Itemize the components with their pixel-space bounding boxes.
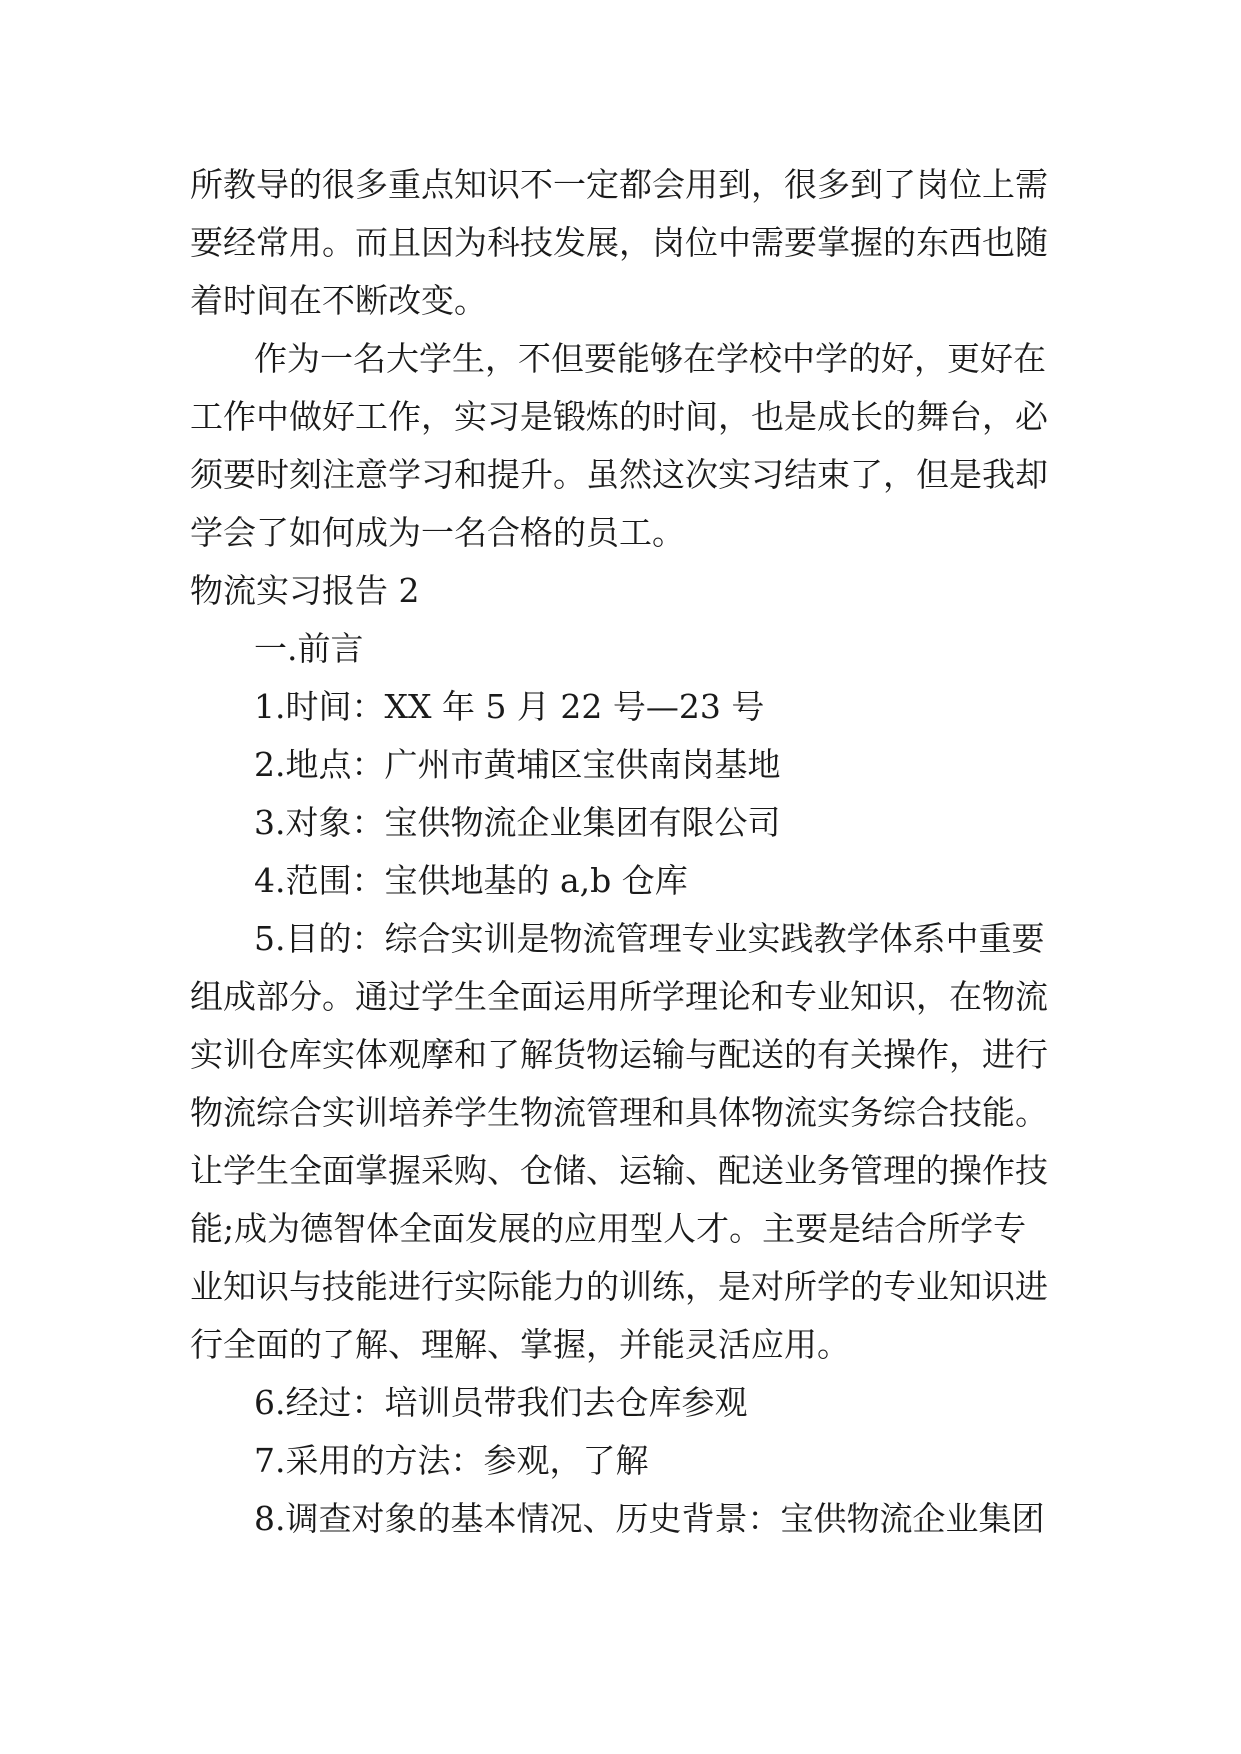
list-item: 5.目的：综合实训是物流管理专业实践教学体系中重要: [254, 919, 1045, 958]
list-item: 2.地点：广州市黄埔区宝供南岗基地: [254, 745, 781, 784]
text-line: 物流综合实训培养学生物流管理和具体物流实务综合技能。: [190, 1093, 1048, 1132]
text-line: 学会了如何成为一名合格的员工。: [190, 513, 685, 552]
text-line: 要经常用。而且因为科技发展，岗位中需要掌握的东西也随: [190, 223, 1048, 262]
subsection-heading: 一.前言: [254, 629, 364, 668]
text-line: 业知识与技能进行实际能力的训练，是对所学的专业知识进: [190, 1267, 1048, 1306]
text-line: 实训仓库实体观摩和了解货物运输与配送的有关操作，进行: [190, 1035, 1048, 1074]
paragraph-first-line: 作为一名大学生，不但要能够在学校中学的好，更好在: [254, 339, 1046, 378]
list-item: 3.对象：宝供物流企业集团有限公司: [254, 803, 781, 842]
list-item: 1.时间：XX 年 5 月 22 号—23 号: [254, 687, 765, 726]
text-line: 行全面的了解、理解、掌握，并能灵活应用。: [190, 1325, 850, 1364]
text-line: 让学生全面掌握采购、仓储、运输、配送业务管理的操作技: [190, 1151, 1048, 1190]
text-line: 能;成为德智体全面发展的应用型人才。主要是结合所学专: [190, 1209, 1027, 1248]
list-item: 4.范围：宝供地基的 a,b 仓库: [254, 861, 688, 900]
text-line: 所教导的很多重点知识不一定都会用到，很多到了岗位上需: [190, 165, 1048, 204]
list-item: 6.经过：培训员带我们去仓库参观: [254, 1383, 748, 1422]
list-item: 7.采用的方法：参观，了解: [254, 1441, 649, 1480]
text-line: 着时间在不断改变。: [190, 281, 487, 320]
section-heading: 物流实习报告 2: [190, 571, 420, 610]
text-line: 须要时刻注意学习和提升。虽然这次实习结束了，但是我却: [190, 455, 1048, 494]
text-line: 工作中做好工作，实习是锻炼的时间，也是成长的舞台，必: [190, 397, 1048, 436]
text-line: 组成部分。通过学生全面运用所学理论和专业知识，在物流: [190, 977, 1048, 1016]
list-item: 8.调查对象的基本情况、历史背景：宝供物流企业集团: [254, 1499, 1045, 1538]
